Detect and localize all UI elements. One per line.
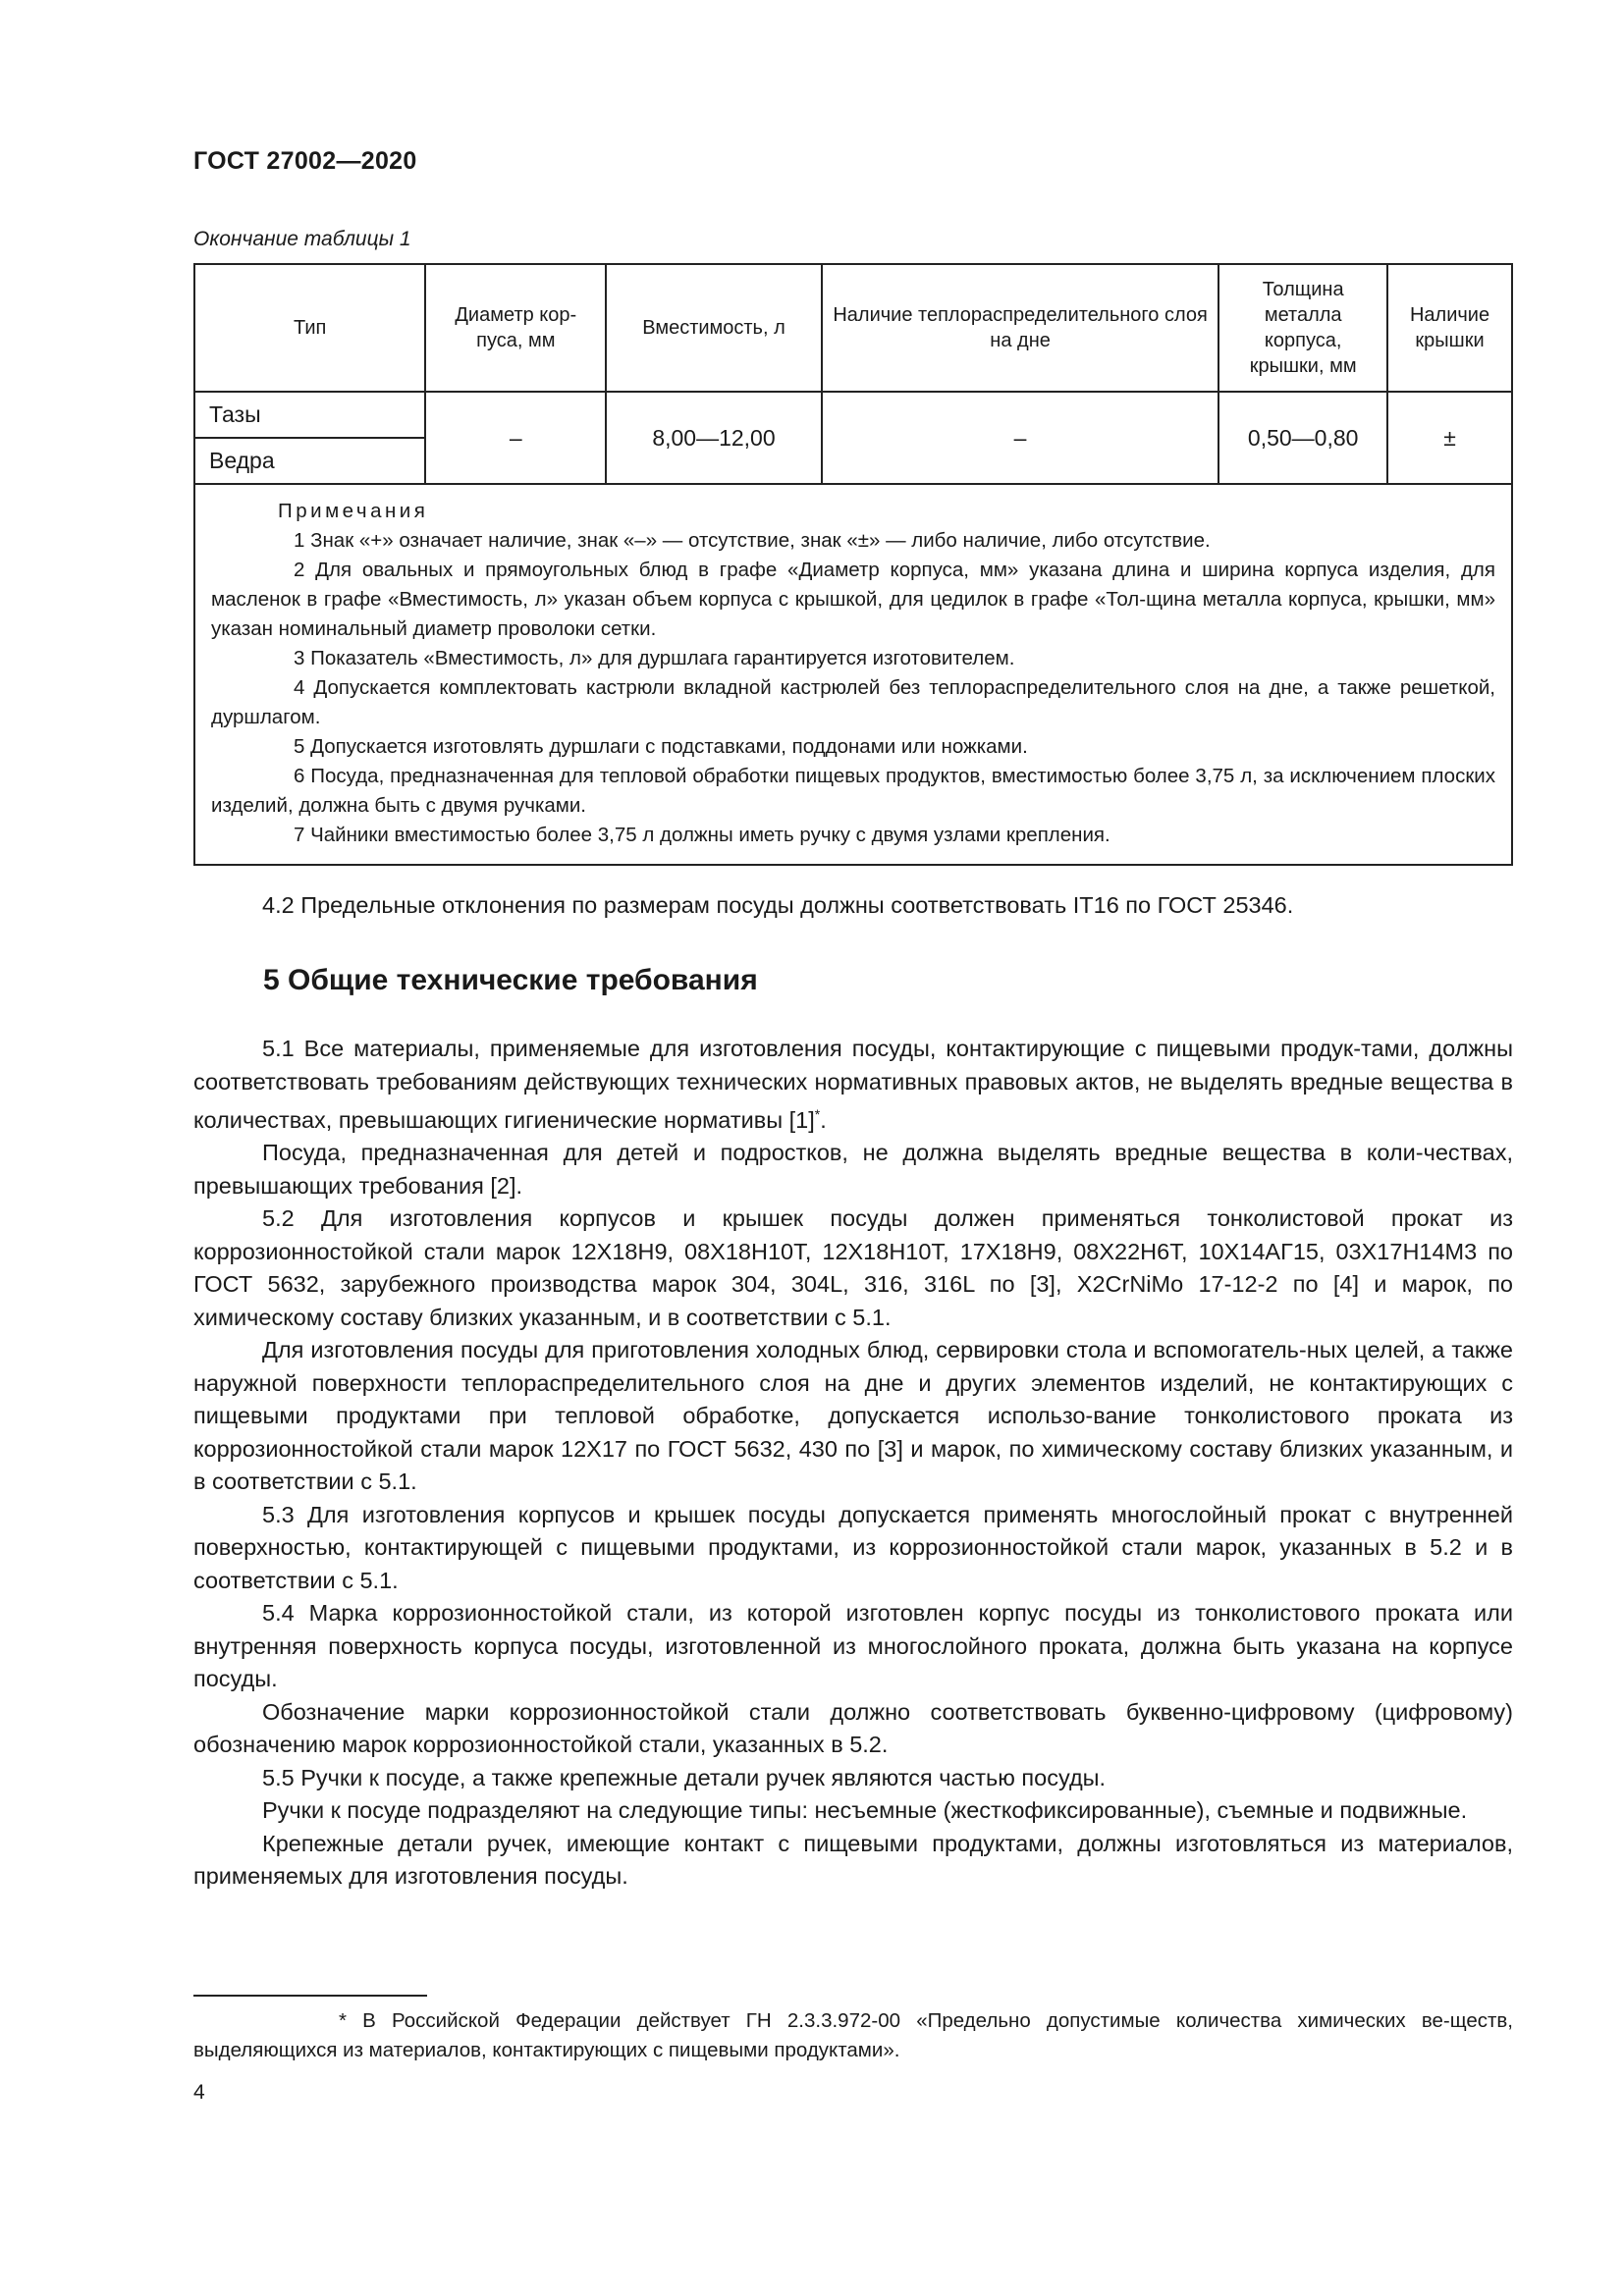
note-item: 7 Чайники вместимостью более 3,75 л должны иметь ручку с двумя узлами крепления.	[294, 824, 1110, 846]
table-row	[194, 392, 1512, 438]
paragraph-end: .	[820, 1106, 827, 1133]
header-diameter: Диаметр кор-пуса, мм	[425, 264, 606, 392]
paragraph: 5.3 Для изготовления корпусов и крышек посуды допускается применять многослойный прокат с внутренней поверхностью, контактирующей с пищевыми продуктами, из коррозионностойкой стали марок, указанных в 5.2 и в соответствии с 5.1.	[193, 1501, 1513, 1593]
paragraph: 5.2 Для изготовления корпусов и крышек посуды должен применяться тонколистовой прокат из коррозионностойкой стали марок 12Х18Н9, 08Х18Н10Т, 12Х18Н10Т, 17Х18Н9, 08Х22Н6Т, 10Х14АГ15, 03Х17Н14М3 по ГОСТ 5632, зарубежного производства марок 304, 304L, 316, 316L по [3], X2CrNiMo 17-12-2 по [4] и марок, по химическому составу близких указанным, и в соответствии с 5.1.	[193, 1205, 1513, 1330]
note-item: 5 Допускается изготовлять дуршлаги с подставками, поддонами или ножками.	[294, 735, 1028, 758]
page-number: 4	[193, 2081, 205, 2104]
heat-layer-cell: –	[822, 392, 1218, 484]
note-item: 4 Допускается комплектовать кастрюли вкладной кастрюлей без теплораспределительного слоя на дне, а также решеткой, дуршлагом.	[211, 676, 1495, 728]
notes-cell	[194, 484, 1512, 865]
header-thickness: Толщина металла корпуса, крышки, мм	[1218, 264, 1387, 392]
standard-header: ГОСТ 27002—2020	[193, 147, 417, 175]
header-heat-layer: Наличие теплораспределительного слоя на дне	[822, 264, 1218, 392]
data-table	[193, 263, 1513, 866]
paragraph: Ручки к посуде подразделяют на следующие типы: несъемные (жесткофиксированные), съемные и подвижные.	[262, 1797, 1468, 1824]
header-capacity: Вместимость, л	[606, 264, 822, 392]
type-cell: Ведра	[194, 438, 425, 484]
notes-row	[194, 484, 1512, 865]
capacity-cell: 8,00—12,00	[606, 392, 822, 484]
type-cell: Тазы	[194, 392, 425, 438]
lid-cell: ±	[1387, 392, 1512, 484]
paragraph	[193, 1033, 1513, 1137]
paragraph: Для изготовления посуды для приготовления холодных блюд, сервировки стола и вспомогатель-ных целей, а также наружной поверхности теплораспределительного слоя на дне и других элементов изделий, не контактирующих с пищевыми продуктами при тепловой обработке, допускается использо-вание тонколистового проката из коррозионностойкой стали марок 12Х17 по ГОСТ 5632, 430 по [3] и марок, по химическому составу близких указанным, и в соответствии с 5.1.	[193, 1337, 1513, 1495]
section-title: 5 Общие технические требования	[263, 964, 758, 996]
header-type: Тип	[194, 264, 425, 392]
diameter-cell: –	[425, 392, 606, 484]
paragraph: 4.2 Предельные отклонения по размерам посуды должны соответствовать IT16 по ГОСТ 25346.	[262, 892, 1294, 918]
paragraph-4-2	[193, 889, 1513, 923]
footnote-rule	[193, 1995, 427, 1997]
footnote: * В Российской Федерации действует ГН 2.3.3.972-00 «Предельно допустимые количества химических ве-ществ, выделяющихся из материалов, контактирующих с пищевыми продуктами».	[193, 2009, 1513, 2061]
footnote-mark: *	[814, 1106, 821, 1122]
table-caption: Окончание таблицы 1	[193, 228, 411, 250]
paragraph-text: 5.1 Все материалы, применяемые для изготовления посуды, контактирующие с пищевыми продук-тами, должны соответствовать требованиям действующих технических нормативных правовых актов, не выделять вредные вещества в количествах, превышающих гигиенические нормативы [1]	[193, 1036, 1513, 1133]
paragraph: 5.5 Ручки к посуде, а также крепежные детали ручек являются частью посуды.	[262, 1764, 1107, 1790]
note-item: 6 Посуда, предназначенная для тепловой обработки пищевых продуктов, вместимостью более 3,75 л, за исключением плоских изделий, должна быть с двумя ручками.	[211, 765, 1495, 817]
table-header-row	[194, 264, 1512, 392]
paragraph: Посуда, предназначенная для детей и подростков, не должна выделять вредные вещества в коли-чествах, превышающих требования [2].	[193, 1140, 1513, 1199]
section-body	[193, 1033, 1513, 1894]
paragraph: 5.4 Марка коррозионностойкой стали, из которой изготовлен корпус посуды из тонколистового проката или внутренняя поверхность корпуса посуды, изготовленной из многослойного проката, должна быть указана на корпусе посуды.	[193, 1600, 1513, 1692]
notes-title: Примечания	[278, 500, 429, 522]
paragraph: Крепежные детали ручек, имеющие контакт с пищевыми продуктами, должны изготовляться из материалов, применяемых для изготовления посуды.	[193, 1830, 1513, 1890]
note-item: 2 Для овальных и прямоугольных блюд в графе «Диаметр корпуса, мм» указана длина и ширина корпуса изделия, для масленок в графе «Вместимость, л» указан объем корпуса с крышкой, для цедилок в графе «Тол-щина металла корпуса, крышки, мм» указан номинальный диаметр проволоки сетки.	[211, 559, 1495, 640]
note-item: 3 Показатель «Вместимость, л» для дуршлага гарантируется изготовителем.	[294, 647, 1015, 669]
thickness-cell: 0,50—0,80	[1218, 392, 1387, 484]
header-lid: Наличие крышки	[1387, 264, 1512, 392]
note-item: 1 Знак «+» означает наличие, знак «–» — отсутствие, знак «±» — либо наличие, либо отсутствие.	[294, 529, 1211, 552]
paragraph: Обозначение марки коррозионностойкой стали должно соответствовать буквенно-цифровому (цифровому) обозначению марок коррозионностойкой стали, указанных в 5.2.	[193, 1698, 1513, 1758]
